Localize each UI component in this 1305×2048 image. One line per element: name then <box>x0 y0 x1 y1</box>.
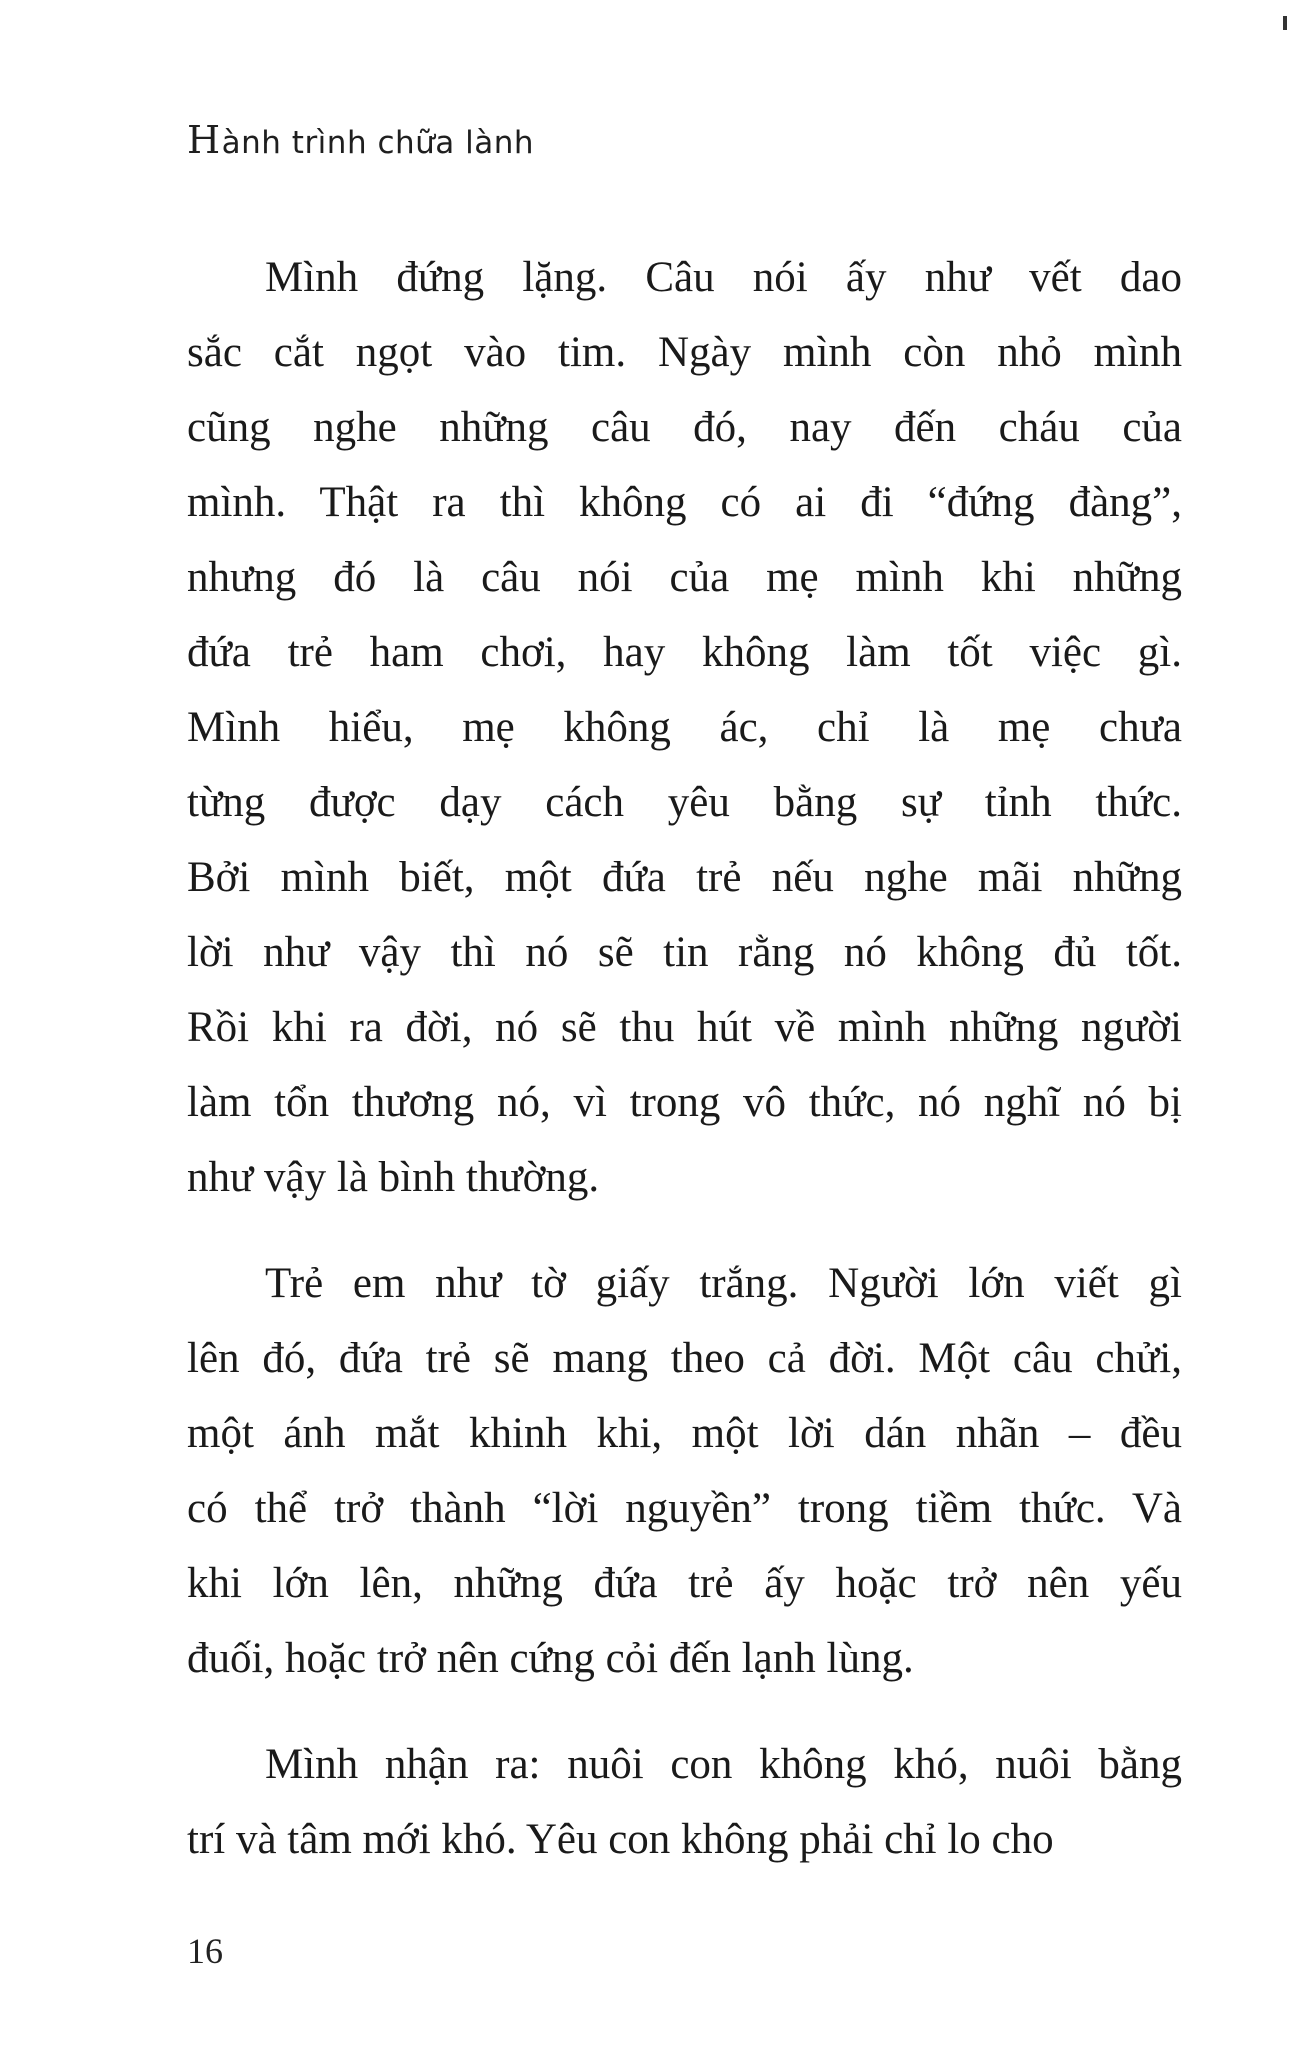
running-header <box>187 118 534 162</box>
header-title: ành trình chữa lành <box>221 125 535 161</box>
text-line: cũng nghe những câu đó, nay đến cháu của <box>187 404 1182 451</box>
text-line: Mình đứng lặng. Câu nói ấy như vết dao <box>265 254 1182 301</box>
text-line: nhưng đó là câu nói của mẹ mình khi những <box>187 554 1182 601</box>
text-line: có thể trở thành “lời nguyền” trong tiềm thức. Và <box>187 1485 1182 1532</box>
text-line: lời như vậy thì nó sẽ tin rằng nó không đủ tốt. <box>187 929 1182 976</box>
text-line: như vậy là bình thường. <box>187 1154 600 1201</box>
text-line: Mình nhận ra: nuôi con không khó, nuôi bằng <box>265 1741 1182 1788</box>
paragraph <box>187 1246 1182 1696</box>
text-line: mình. Thật ra thì không có ai đi “đứng đàng”, <box>187 479 1182 526</box>
text-line: Mình hiểu, mẹ không ác, chỉ là mẹ chưa <box>187 704 1182 751</box>
text-line: trí và tâm mới khó. Yêu con không phải chỉ lo cho <box>187 1816 1054 1863</box>
paragraph <box>187 240 1182 1215</box>
text-line: đuối, hoặc trở nên cứng cỏi đến lạnh lùng. <box>187 1635 914 1682</box>
text-line: đứa trẻ ham chơi, hay không làm tốt việc gì. <box>187 629 1182 676</box>
text-line: một ánh mắt khinh khi, một lời dán nhãn – đều <box>187 1410 1182 1457</box>
scan-mark <box>1283 16 1287 30</box>
header-drop-letter: H <box>187 118 221 162</box>
body-text <box>187 240 1182 1908</box>
paragraph <box>187 1727 1182 1877</box>
text-line: lên đó, đứa trẻ sẽ mang theo cả đời. Một câu chửi, <box>187 1335 1182 1382</box>
text-line: sắc cắt ngọt vào tim. Ngày mình còn nhỏ mình <box>187 329 1182 376</box>
text-line: Rồi khi ra đời, nó sẽ thu hút về mình những người <box>187 1004 1182 1051</box>
text-line: Bởi mình biết, một đứa trẻ nếu nghe mãi những <box>187 854 1182 901</box>
text-line: từng được dạy cách yêu bằng sự tỉnh thức. <box>187 779 1182 826</box>
text-line: Trẻ em như tờ giấy trắng. Người lớn viết gì <box>265 1260 1182 1307</box>
page-number: 16 <box>187 1931 223 1971</box>
text-line: làm tổn thương nó, vì trong vô thức, nó nghĩ nó bị <box>187 1079 1182 1126</box>
text-line: khi lớn lên, những đứa trẻ ấy hoặc trở nên yếu <box>187 1560 1182 1607</box>
